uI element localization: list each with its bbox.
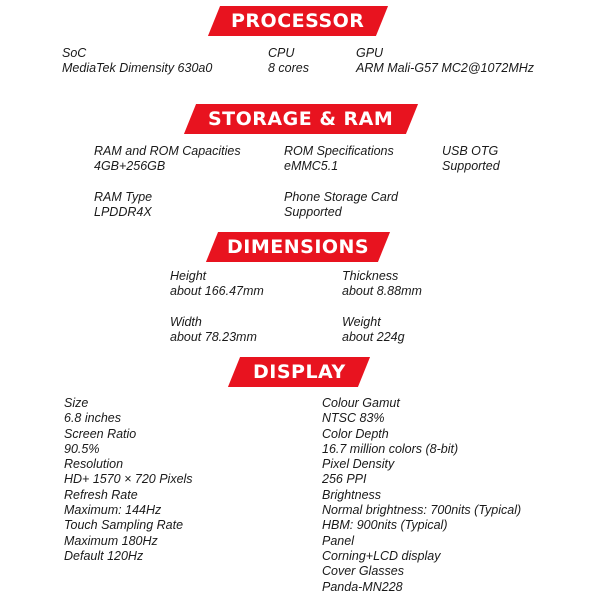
- spec-storage-card-label: Phone Storage Card: [284, 190, 398, 204]
- dimensions-title: DIMENSIONS: [226, 236, 370, 258]
- storage-banner: [184, 104, 418, 134]
- spec-height-label: Height: [170, 269, 207, 283]
- spec-gpu-label: GPU: [356, 46, 384, 60]
- display-right-line: HBM: 900nits (Typical): [322, 518, 448, 533]
- display-left-line: Size: [64, 396, 89, 410]
- spec-cpu-label: CPU: [268, 46, 295, 60]
- display-right-line: Panda-MN228: [322, 579, 403, 594]
- spec-usb-otg: [442, 144, 500, 175]
- display-left-line: Maximum 180Hz: [64, 533, 158, 548]
- spec-soc: [62, 46, 212, 77]
- display-right-line: Brightness: [322, 487, 382, 502]
- spec-rom-spec: [284, 144, 394, 175]
- spec-thickness-value: about 8.88mm: [342, 284, 422, 299]
- spec-width-value: about 78.23mm: [170, 330, 257, 345]
- spec-cpu-value: 8 cores: [268, 61, 309, 76]
- spec-gpu-value: ARM Mali-G57 MC2@1072MHz: [356, 61, 535, 76]
- spec-ram-type-label: RAM Type: [94, 190, 153, 204]
- spec-width-label: Width: [170, 315, 202, 329]
- display-right-line: Cover Glasses: [322, 564, 404, 579]
- spec-ram-rom-value: 4GB+256GB: [94, 159, 166, 174]
- spec-ram-type: [94, 190, 152, 221]
- spec-weight-label: Weight: [342, 315, 381, 329]
- spec-soc-value: MediaTek Dimensity 630a0: [62, 61, 213, 76]
- display-banner: [228, 357, 370, 387]
- spec-rom-spec-value: eMMC5.1: [284, 159, 339, 174]
- spec-width: [170, 315, 257, 346]
- display-right-line: Color Depth: [322, 426, 389, 441]
- spec-cpu: [268, 46, 309, 77]
- display-left-line: Resolution: [64, 457, 124, 472]
- spec-ram-type-value: LPDDR4X: [94, 205, 152, 220]
- display-left-line: HD+ 1570 × 720 Pixels: [64, 472, 193, 487]
- display-left-line: Default 120Hz: [64, 548, 144, 563]
- dimensions-banner: [206, 232, 390, 262]
- spec-height: [170, 269, 264, 300]
- spec-usb-otg-label: USB OTG: [442, 144, 499, 158]
- spec-soc-label: SoC: [62, 46, 87, 60]
- spec-ram-rom-label: RAM and ROM Capacities: [94, 144, 241, 158]
- spec-weight: [342, 315, 405, 346]
- spec-thickness: [342, 269, 422, 300]
- spec-thickness-label: Thickness: [342, 269, 399, 283]
- display-left-line: Refresh Rate: [64, 487, 138, 502]
- spec-ram-rom: [94, 144, 241, 175]
- processor-banner: [208, 6, 388, 36]
- spec-usb-otg-value: Supported: [442, 159, 500, 174]
- display-right-line: 256 PPI: [322, 472, 367, 487]
- spec-weight-value: about 224g: [342, 330, 405, 345]
- display-left-line: Touch Sampling Rate: [64, 518, 184, 533]
- storage-title: STORAGE & RAM: [208, 108, 394, 130]
- spec-gpu: [356, 46, 534, 77]
- processor-title: PROCESSOR: [231, 10, 365, 32]
- display-left-line: 6.8 inches: [64, 411, 121, 426]
- spec-storage-card: [284, 190, 398, 221]
- spec-height-value: about 166.47mm: [170, 284, 264, 299]
- display-right-line: Corning+LCD display: [322, 548, 441, 563]
- display-right-line: 16.7 million colors (8-bit): [322, 441, 459, 456]
- display-right-line: NTSC 83%: [322, 411, 385, 426]
- display-right-line: Normal brightness: 700nits (Typical): [322, 503, 522, 518]
- display-right-line: Pixel Density: [322, 457, 395, 472]
- display-title: DISPLAY: [252, 361, 346, 383]
- display-right-line: Panel: [322, 533, 354, 548]
- display-left-line: Maximum: 144Hz: [64, 503, 162, 518]
- display-right-line: Colour Gamut: [322, 396, 400, 410]
- display-specs-left: [64, 396, 193, 564]
- display-left-line: 90.5%: [64, 441, 100, 456]
- spec-storage-card-value: Supported: [284, 205, 342, 220]
- spec-rom-spec-label: ROM Specifications: [284, 144, 394, 158]
- display-left-line: Screen Ratio: [64, 426, 137, 441]
- display-specs-right: [322, 396, 521, 595]
